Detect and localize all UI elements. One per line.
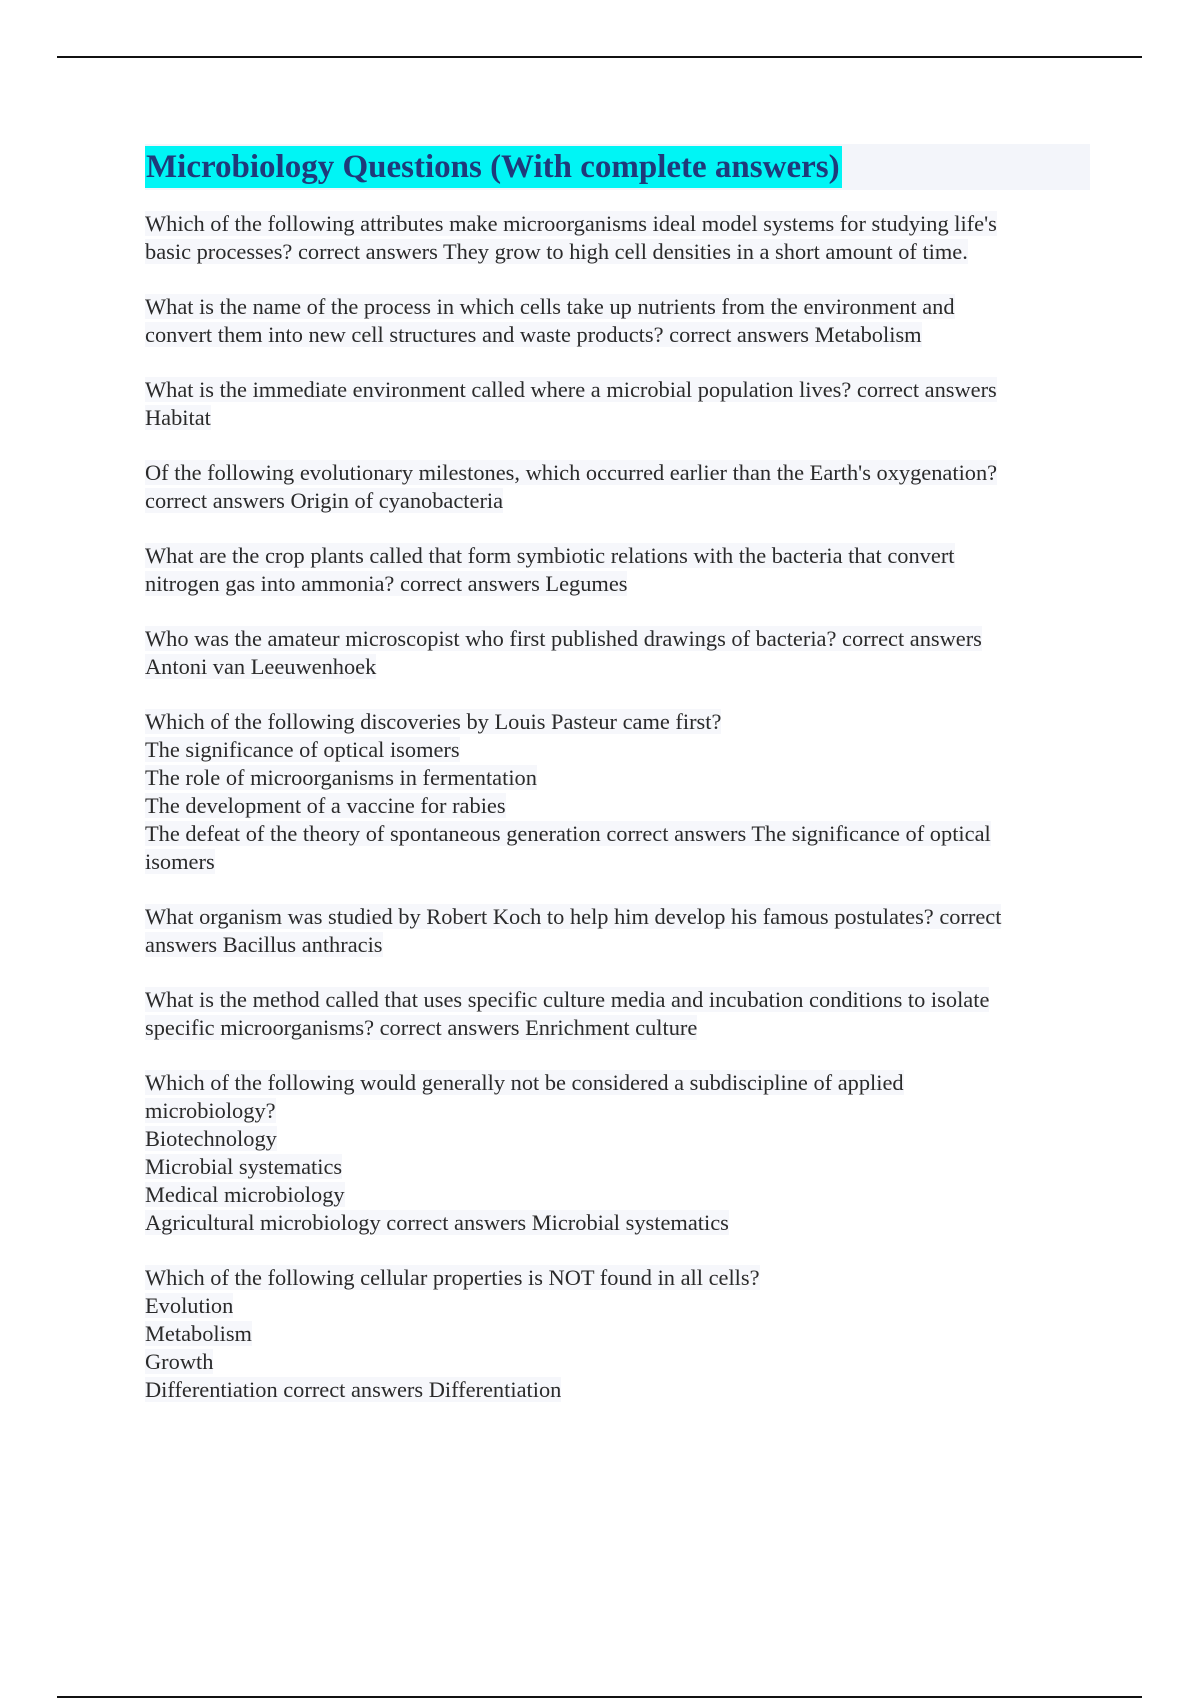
qa-line-text: nitrogen gas into ammonia? correct answers Legumes [145,571,628,596]
qa-line [145,293,1090,321]
qa-line-text: What is the method called that uses specific culture media and incubation conditions to isolate [145,987,990,1012]
qa-line-text: Of the following evolutionary milestones, which occurred earlier than the Earth's oxygenation? [145,460,998,485]
qa-line-text: Evolution [145,1293,234,1318]
qa-line-text: Who was the amateur microscopist who first published drawings of bacteria? correct answers [145,626,982,651]
qa-line [145,1209,1090,1237]
qa-line [145,1348,1090,1376]
qa-item [145,625,1090,681]
page-title: Microbiology Questions (With complete answers) [145,146,842,188]
qa-line-text: Antoni van Leeuwenhoek [145,654,377,679]
qa-line [145,931,1090,959]
qa-line-text: The significance of optical isomers [145,737,460,762]
qa-line-text: Medical microbiology [145,1182,345,1207]
qa-item [145,986,1090,1042]
qa-line [145,1292,1090,1320]
qa-item [145,293,1090,349]
qa-line-text: Which of the following cellular properties is NOT found in all cells? [145,1265,760,1290]
qa-line [145,1014,1090,1042]
qa-line-text: microbiology? [145,1098,276,1123]
qa-line-text: specific microorganisms? correct answers Enrichment culture [145,1015,698,1040]
qa-line-text: Which of the following discoveries by Louis Pasteur came first? [145,709,722,734]
qa-item [145,708,1090,876]
qa-item [145,459,1090,515]
qa-line-text: The defeat of the theory of spontaneous generation correct answers The significance of optical [145,821,991,846]
qa-line-text: Agricultural microbiology correct answers Microbial systematics [145,1210,729,1235]
qa-item [145,210,1090,266]
qa-line-text: basic processes? correct answers They grow to high cell densities in a short amount of time. [145,239,968,264]
qa-line-text: correct answers Origin of cyanobacteria [145,488,504,513]
qa-line-text: Growth [145,1349,214,1374]
qa-line-text: What is the name of the process in which cells take up nutrients from the environment and [145,294,955,319]
qa-line [145,625,1090,653]
qa-line-text: Microbial systematics [145,1154,343,1179]
qa-line [145,238,1090,266]
qa-line [145,903,1090,931]
qa-line [145,404,1090,432]
qa-item [145,903,1090,959]
qa-line [145,459,1090,487]
qa-line [145,708,1090,736]
qa-line-text: isomers [145,849,215,874]
qa-line [145,487,1090,515]
qa-line-text: What organism was studied by Robert Koch to help him develop his famous postulates? correct [145,904,1002,929]
qa-line-text: What are the crop plants called that form symbiotic relations with the bacteria that convert [145,543,955,568]
qa-line-text: Which of the following attributes make microorganisms ideal model systems for studying life's [145,211,997,236]
title-bar [145,144,1090,190]
qa-line [145,321,1090,349]
qa-line-text: Differentiation correct answers Differentiation [145,1377,562,1402]
qa-line [145,542,1090,570]
qa-line [145,848,1090,876]
qa-list [145,210,1090,1404]
qa-line [145,1181,1090,1209]
qa-line [145,1069,1090,1097]
qa-line [145,1376,1090,1404]
qa-line [145,653,1090,681]
qa-line [145,570,1090,598]
document-body [145,144,1090,1431]
qa-line-text: The development of a vaccine for rabies [145,793,506,818]
qa-line [145,210,1090,238]
qa-line-text: The role of microorganisms in fermentation [145,765,537,790]
qa-line [145,1264,1090,1292]
qa-line [145,376,1090,404]
qa-item [145,542,1090,598]
qa-item [145,376,1090,432]
qa-item [145,1069,1090,1237]
qa-line-text: Which of the following would generally not be considered a subdiscipline of applied [145,1070,904,1095]
qa-line [145,1125,1090,1153]
top-rule [57,56,1142,58]
qa-line [145,764,1090,792]
qa-line [145,820,1090,848]
qa-line [145,986,1090,1014]
qa-line-text: Biotechnology [145,1126,277,1151]
qa-line-text: What is the immediate environment called where a microbial population lives? correct answers [145,377,997,402]
qa-line-text: convert them into new cell structures and waste products? correct answers Metabolism [145,322,922,347]
qa-line [145,1153,1090,1181]
qa-line-text: Metabolism [145,1321,252,1346]
qa-line-text: Habitat [145,405,211,430]
qa-line [145,736,1090,764]
qa-item [145,1264,1090,1404]
bottom-rule [57,1696,1142,1698]
qa-line [145,1097,1090,1125]
qa-line [145,792,1090,820]
qa-line-text: answers Bacillus anthracis [145,932,383,957]
qa-line [145,1320,1090,1348]
